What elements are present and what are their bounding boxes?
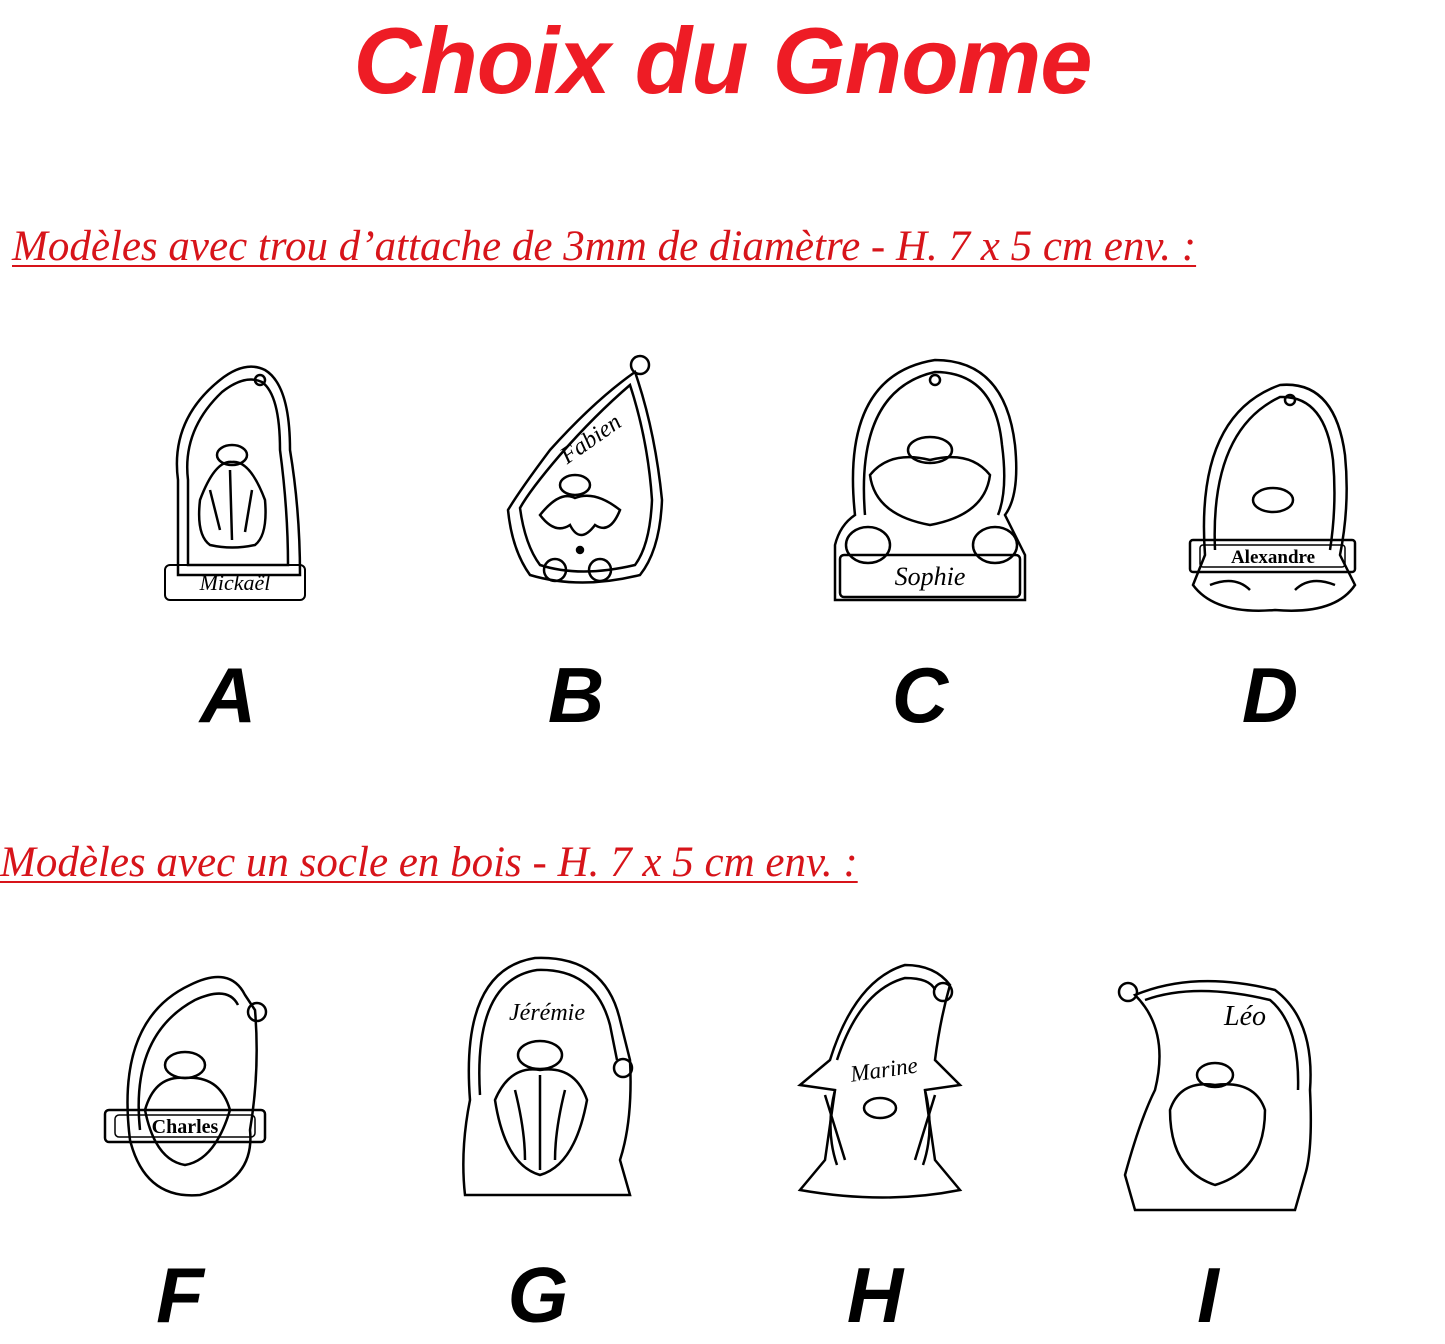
- gnome-i-name: Léo: [1224, 1001, 1266, 1032]
- model-letter-f: F: [156, 1251, 204, 1339]
- gnome-b-name: Fabien: [555, 409, 627, 470]
- gnome-model-d[interactable]: [1185, 375, 1360, 615]
- section-heading-attache: Modèles avec trou d’attache de 3mm de diamètre - H. 7 x 5 cm env. :: [12, 223, 1197, 270]
- gnome-f-name: Charles: [151, 1116, 219, 1138]
- model-letter-i: I: [1197, 1251, 1219, 1339]
- model-letter-d: D: [1241, 651, 1299, 739]
- model-letter-c: C: [891, 651, 949, 739]
- gnome-model-b[interactable]: [500, 350, 670, 590]
- gnome-model-g[interactable]: [455, 950, 635, 1205]
- gnome-d-name: Alexandre: [1230, 547, 1316, 568]
- gnome-model-f[interactable]: [100, 960, 270, 1205]
- gnome-model-i[interactable]: [1115, 970, 1315, 1215]
- gnome-h-name: Marine: [848, 1052, 920, 1087]
- gnome-model-a[interactable]: [160, 360, 310, 605]
- gnome-c-name: Sophie: [894, 562, 966, 591]
- gnome-model-h[interactable]: [795, 960, 965, 1205]
- model-letter-h: H: [846, 1251, 904, 1339]
- model-letter-a: A: [199, 651, 257, 739]
- gnome-model-c[interactable]: [830, 355, 1030, 605]
- gnome-g-name: Jérémie: [509, 1000, 585, 1026]
- model-letter-b: B: [547, 651, 605, 739]
- model-letter-g: G: [507, 1251, 569, 1339]
- gnome-a-name: Mickaël: [199, 570, 271, 595]
- section-heading-socle: Modèles avec un socle en bois - H. 7 x 5 cm env. :: [0, 839, 858, 886]
- page-title: Choix du Gnome: [353, 8, 1092, 113]
